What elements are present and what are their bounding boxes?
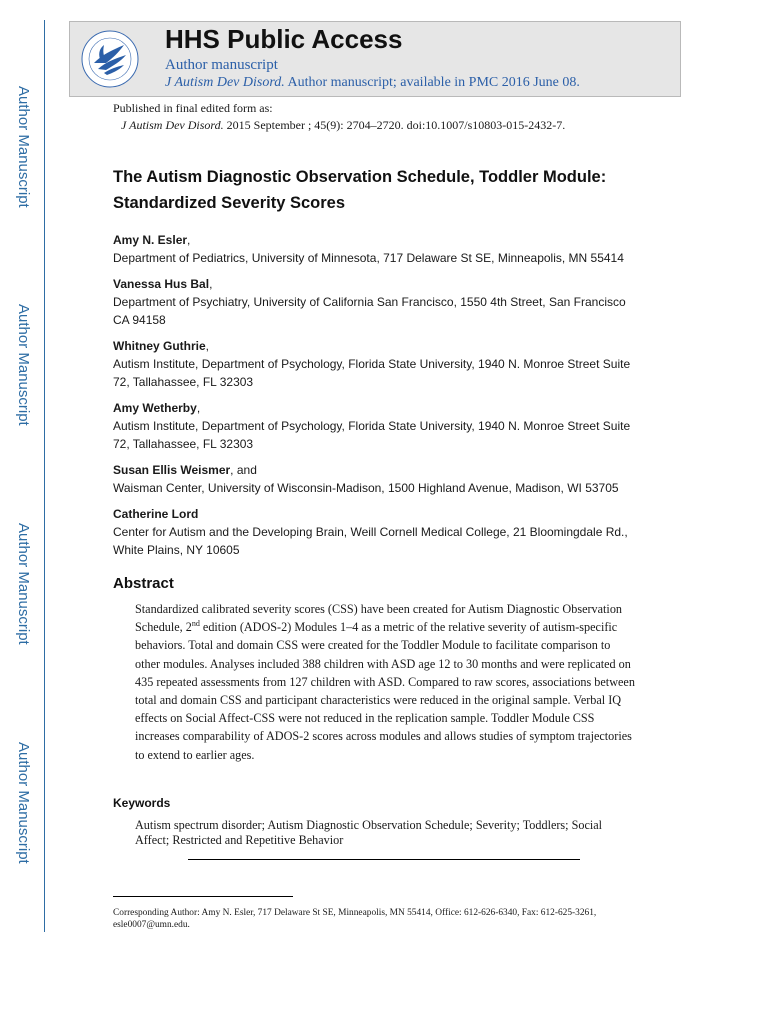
author-name: Susan Ellis Weismer [113, 463, 231, 477]
corresponding-author-footnote: Corresponding Author: Amy N. Esler, 717 Delaware St SE, Minneapolis, MN 55414, Office: 612-626-6340, Fax: 612-625-3261, esle0007@umn.edu. [113, 908, 597, 930]
abstract-text: Standardized calibrated severity scores (CSS) have been created for Autism Diagnostic Observation Schedule, 2nd edition (ADOS-2) Modules 1–4 as a metric of the relative severity of autism-specific behaviors. Total and domain CSS were created for the Toddler Module to facilitate comparison to other modules. Analyses included 388 children with ASD age 12 to 30 months and were replicated on 435 repeated assessments from 127 children with ASD. Compared to raw scores, associations between total and domain CSS and participant characteristics were reduced in the original sample. Verbal IQ effects on Social Affect-CSS were not reduced in the replication sample. Toddler Module CSS increases comparability of ADOS-2 scores across modules and allows studies of symptom trajectories to extend to earlier ages. [135, 602, 635, 762]
author-affiliation: Department of Psychiatry, University of California San Francisco, 1550 4th Street, San Francisco [113, 295, 626, 309]
article-title: The Autism Diagnostic Observation Schedule, Toddler Module: Standardized Severity Scores [113, 168, 607, 212]
author-entry: Vanessa Hus Bal, Department of Psychiatry, University of California San Francisco, 1550 4th Street, San Francisco CA 94158 [113, 275, 673, 329]
publication-note: Published in final edited form as: J Autism Dev Disord. 2015 September ; 45(9): 2704–2720. doi:10.1007/s10803-015-2432-7. [113, 101, 566, 132]
author-affiliation: White Plains, NY 10605 [113, 543, 240, 557]
keywords-heading: Keywords [113, 796, 171, 810]
author-affiliation: 72, Tallahassee, FL 32303 [113, 375, 254, 389]
author-entry: Amy Wetherby, Autism Institute, Department of Psychology, Florida State University, 1940 N. Monroe Street Suite 72, Tallahassee, FL 32303 [113, 399, 673, 453]
author-entry: Amy N. Esler, Department of Pediatrics, University of Minnesota, 717 Delaware St SE, Minneapolis, MN 55414 [113, 231, 673, 267]
author-affiliation: Waisman Center, University of Wisconsin-Madison, 1500 Highland Avenue, Madison, WI 53705 [113, 481, 619, 495]
abstract-heading: Abstract [113, 575, 174, 592]
section-divider [188, 859, 580, 860]
manuscript-label: Author manuscript [165, 57, 278, 73]
availability-line: J Autism Dev Disord. Author manuscript; available in PMC 2016 June 08. [165, 75, 580, 90]
author-name: Amy N. Esler [113, 233, 188, 247]
hhs-header [69, 21, 681, 97]
hhs-title: HHS Public Access [165, 24, 403, 54]
citation: J Autism Dev Disord. 2015 September ; 45(9): 2704–2720. doi:10.1007/s10803-015-2432-7. [121, 118, 566, 132]
author-entry [113, 505, 673, 559]
author-name: Amy Wetherby [113, 401, 197, 415]
author-entry: Susan Ellis Weismer, and Waisman Center, University of Wisconsin-Madison, 1500 Highland Avenue, Madison, WI 53705 [113, 461, 673, 497]
author-name: Vanessa Hus Bal [113, 277, 210, 291]
author-entry: Whitney Guthrie, Autism Institute, Department of Psychology, Florida State University, 1940 N. Monroe Street Suite 72, Tallahassee, FL 32303 [113, 337, 673, 391]
author-affiliation: CA 94158 [113, 313, 166, 327]
author-name: Whitney Guthrie [113, 339, 206, 353]
author-affiliation: Autism Institute, Department of Psychology, Florida State University, 1940 N. Monroe Street Suite [113, 419, 631, 433]
author-affiliation: Autism Institute, Department of Psychology, Florida State University, 1940 N. Monroe Street Suite [113, 357, 631, 371]
author-affiliation: Center for Autism and the Developing Brain, Weill Cornell Medical College, 21 Bloomingdale Rd., [113, 525, 628, 539]
footnote-divider [113, 896, 293, 897]
hhs-eagle-seal-icon [80, 29, 140, 89]
sidebar-rule [44, 20, 45, 932]
author-affiliation: Department of Pediatrics, University of Minnesota, 717 Delaware St SE, Minneapolis, MN 55414 [113, 251, 624, 265]
keywords-text: Autism spectrum disorder; Autism Diagnostic Observation Schedule; Severity; Toddlers; Social Affect; Restricted and Repetitive Behavior [135, 818, 603, 847]
author-affiliation: 72, Tallahassee, FL 32303 [113, 437, 254, 451]
author-name: Catherine Lord [113, 507, 199, 521]
